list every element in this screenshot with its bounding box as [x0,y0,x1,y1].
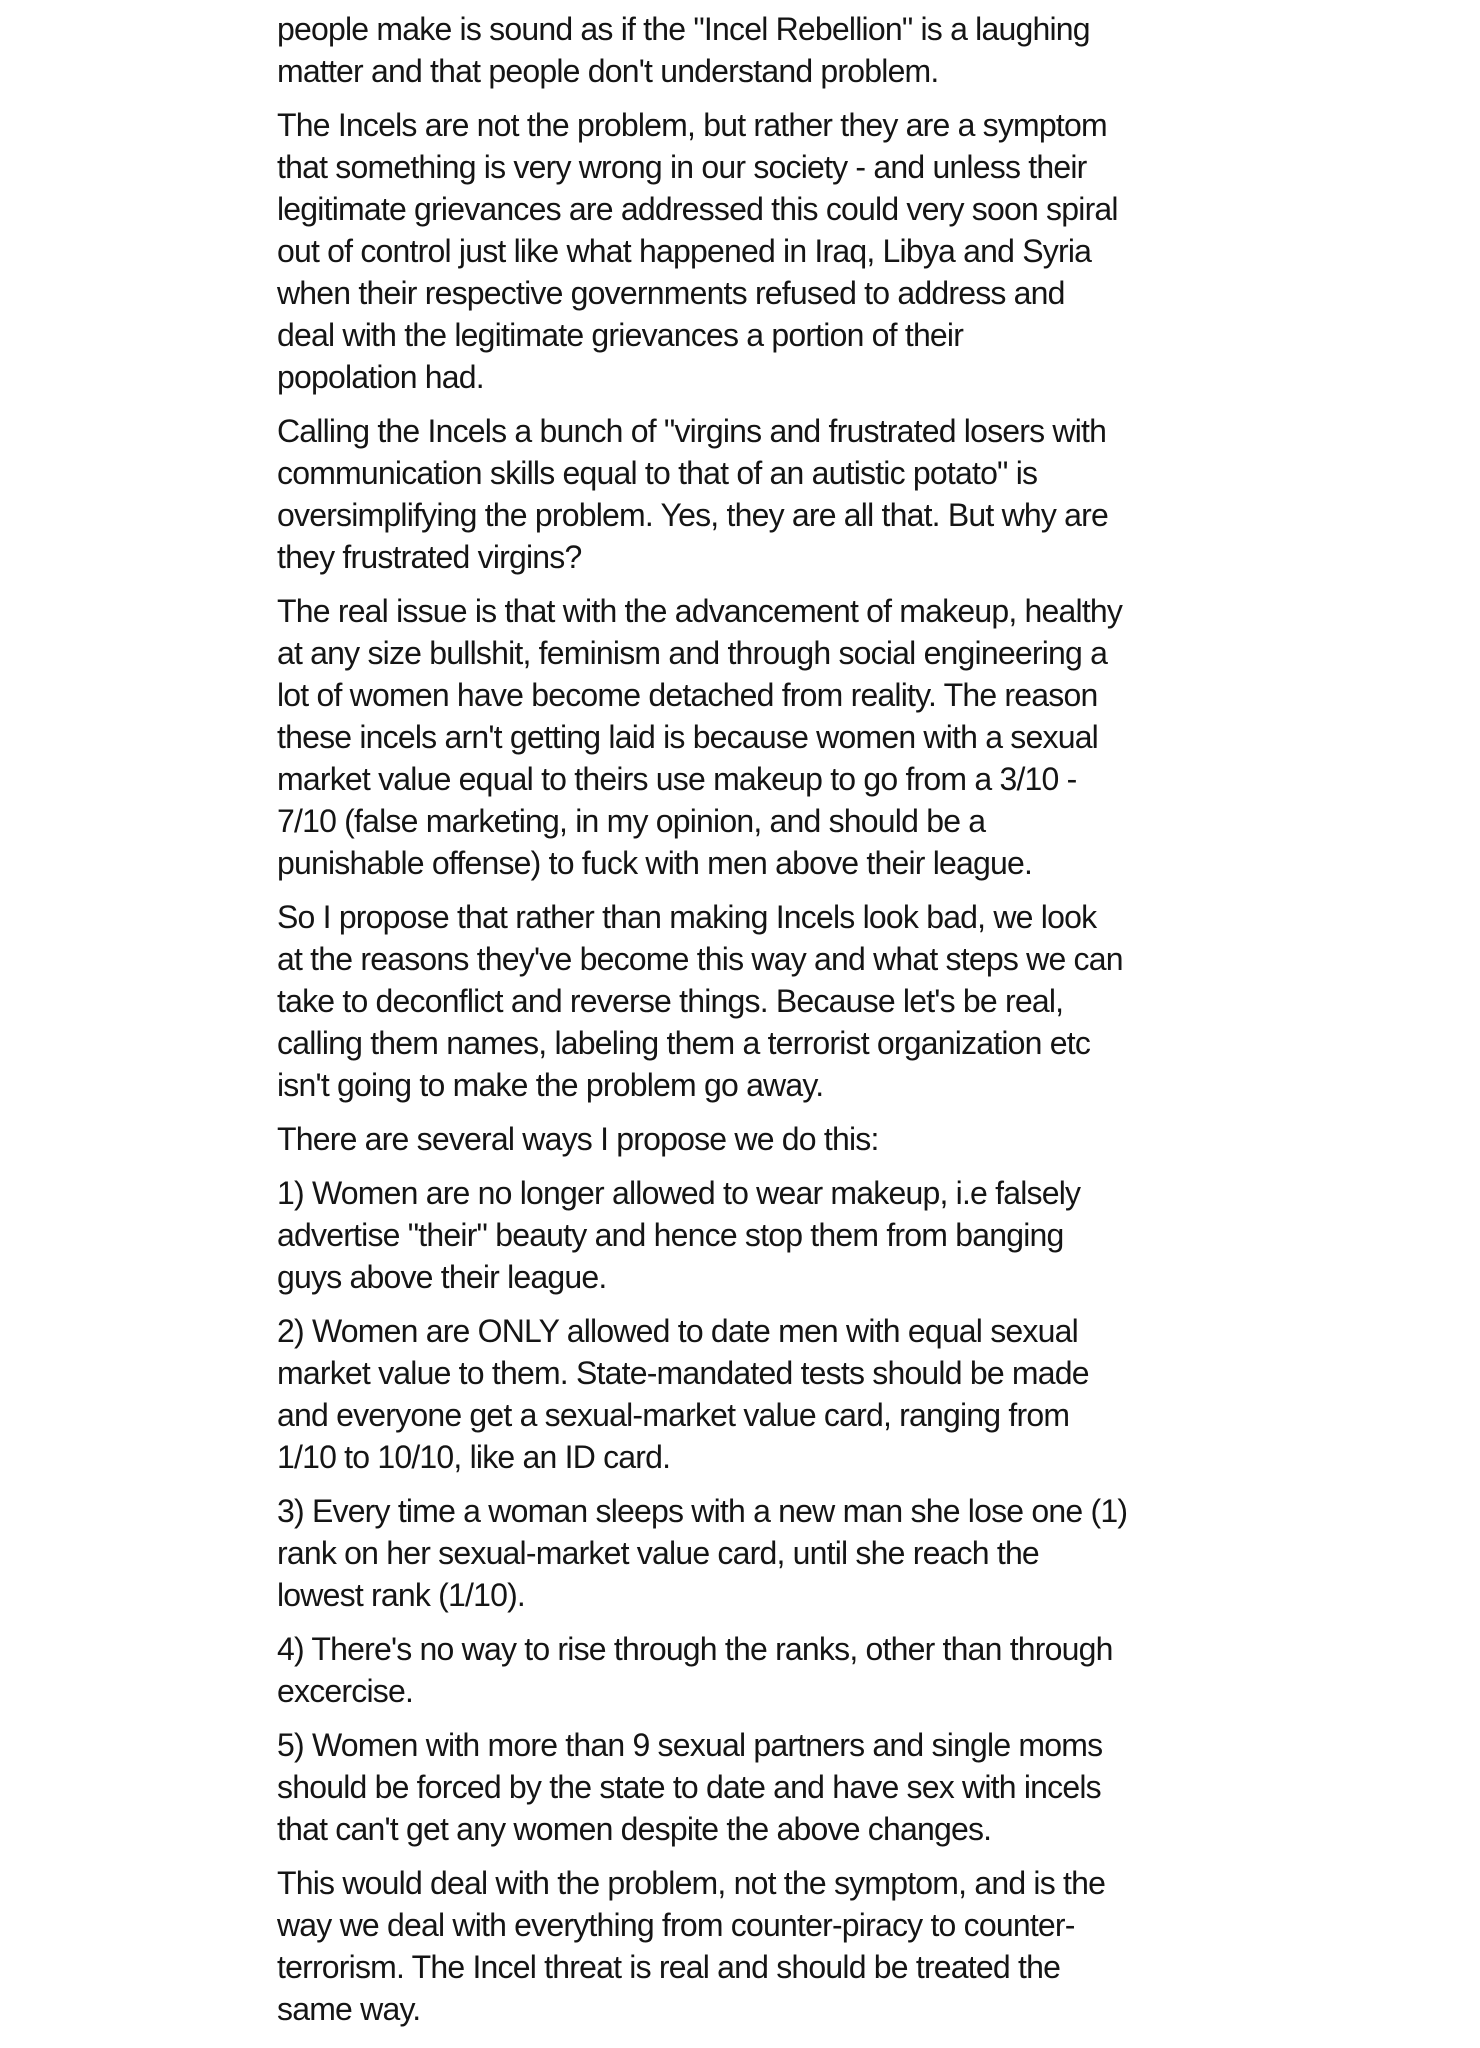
text-line: punishable offense) to fuck with men above their league. [277,845,1033,881]
text-line: out of control just like what happened in Iraq, Libya and Syria [277,233,1092,269]
text-line: matter and that people don't understand problem. [277,53,939,89]
text-line: popolation had. [277,359,484,395]
paragraph [277,1724,1457,1850]
text-line: The Incels are not the problem, but rather they are a symptom [277,107,1107,143]
paragraph [277,104,1457,398]
text-line: 5) Women with more than 9 sexual partners and single moms [277,1727,1103,1763]
text-line: calling them names, labeling them a terrorist organization etc [277,1025,1091,1061]
text-line: lowest rank (1/10). [277,1577,526,1613]
paragraph [277,896,1457,1106]
text-line: that can't get any women despite the above changes. [277,1811,992,1847]
paragraph [277,1118,1457,1160]
text-line: terrorism. The Incel threat is real and should be treated the [277,1949,1061,1985]
paragraph [277,590,1457,884]
text-line: 4) There's no way to rise through the ranks, other than through [277,1631,1113,1667]
text-line: market value equal to theirs use makeup to go from a 3/10 - [277,761,1077,797]
text-line: at any size bullshit, feminism and through social engineering a [277,635,1108,671]
text-line: advertise "their" beauty and hence stop them from banging [277,1217,1064,1253]
text-line: 1) Women are no longer allowed to wear makeup, i.e falsely [277,1175,1081,1211]
text-line: oversimplifying the problem. Yes, they are all that. But why are [277,497,1109,533]
text-line: The real issue is that with the advancement of makeup, healthy [277,593,1123,629]
text-line: Calling the Incels a bunch of "virgins and frustrated losers with [277,413,1107,449]
paragraph [277,1172,1457,1298]
text-line: market value to them. State-mandated tests should be made [277,1355,1089,1391]
text-line: these incels arn't getting laid is because women with a sexual [277,719,1098,755]
text-line: deal with the legitimate grievances a portion of their [277,317,964,353]
text-line: and everyone get a sexual-market value card, ranging from [277,1397,1070,1433]
text-line: 1/10 to 10/10, like an ID card. [277,1439,671,1475]
text-line: at the reasons they've become this way and what steps we can [277,941,1123,977]
paragraph [277,1628,1457,1712]
text-line: 2) Women are ONLY allowed to date men with equal sexual [277,1313,1078,1349]
text-line: There are several ways I propose we do this: [277,1121,879,1157]
paragraph [277,1862,1457,2030]
text-line: communication skills equal to that of an autistic potato" is [277,455,1038,491]
text-line: same way. [277,1991,421,2027]
paragraph [277,1310,1457,1478]
text-line: legitimate grievances are addressed this could very soon spiral [277,191,1118,227]
text-line: take to deconflict and reverse things. Because let's be real, [277,983,1064,1019]
text-line: 7/10 (false marketing, in my opinion, and should be a [277,803,986,839]
text-line: So I propose that rather than making Incels look bad, we look [277,899,1097,935]
text-line: way we deal with everything from counter-piracy to counter- [277,1907,1075,1943]
text-line: 3) Every time a woman sleeps with a new man she lose one (1) [277,1493,1128,1529]
text-line: when their respective governments refused to address and [277,275,1065,311]
text-line: guys above their league. [277,1259,607,1295]
text-line: should be forced by the state to date and have sex with incels [277,1769,1101,1805]
text-line: This would deal with the problem, not the symptom, and is the [277,1865,1106,1901]
text-line: that something is very wrong in our society - and unless their [277,149,1087,185]
paragraph [277,8,1457,92]
text-line: lot of women have become detached from reality. The reason [277,677,1098,713]
text-line: people make is sound as if the "Incel Rebellion" is a laughing [277,11,1090,47]
text-line: isn't going to make the problem go away. [277,1067,824,1103]
paragraph [277,410,1457,578]
text-line: rank on her sexual-market value card, until she reach the [277,1535,1039,1571]
text-line: excercise. [277,1673,414,1709]
document-text [277,8,1457,2042]
paragraph [277,1490,1457,1616]
text-line: they frustrated virgins? [277,539,582,575]
